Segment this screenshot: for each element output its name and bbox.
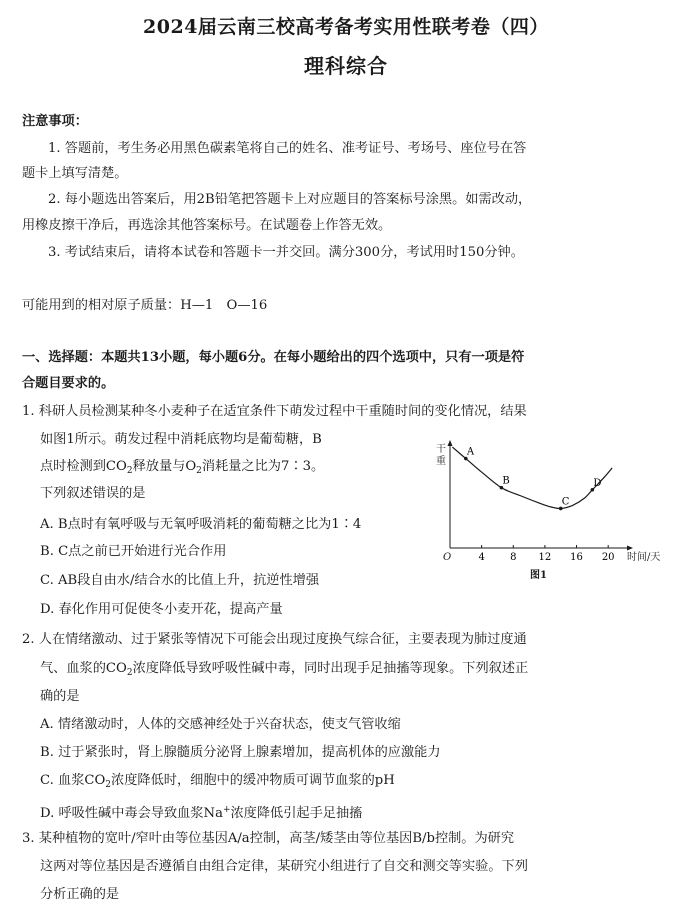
q1-option-c: C. AB段自由水/结合水的比值上升，抗逆性增强 — [40, 573, 320, 588]
exam-subtitle: 理科综合 — [304, 54, 388, 78]
y-axis-arrow — [448, 440, 453, 446]
q1-option-d: D. 春化作用可促使冬小麦开花，提高产量 — [40, 602, 283, 617]
q2-line2: 气、血浆的$CO_2$浓度降低导致呼吸性碱中毒，同时出现手足抽搐等现象。下列叙述正 — [40, 661, 529, 678]
figure-caption: 图1 — [530, 570, 547, 581]
notice-1b: 题卡上填写清楚。 — [22, 166, 128, 181]
y-axis-label-2: 重 — [436, 456, 446, 467]
point-label-d: D — [593, 477, 602, 489]
q3-line3: 分析正确的是 — [40, 887, 120, 902]
section1-line2: 合题目要求的。 — [22, 376, 115, 391]
notice-3: 3. 考试结束后，请将本试卷和答题卡一并交回。满分300分，考试用时150分钟。 — [48, 245, 524, 260]
x-tick-label: 4 — [478, 552, 485, 563]
x-tick-label: 8 — [510, 552, 517, 563]
point-label-a: A — [466, 446, 475, 458]
q2-option-b: B. 过于紧张时，肾上腺髓质分泌肾上腺素增加，提高机体的应激能力 — [40, 745, 441, 760]
origin-label: O — [443, 552, 452, 563]
q1-line1: 1. 科研人员检测某种冬小麦种子在适宜条件下萌发过程中干重随时间的变化情况，结果 — [22, 404, 527, 419]
section1-line1: 一、选择题：本题共13小题，每小题6分。在每小题给出的四个选项中，只有一项是符 — [22, 350, 525, 365]
atomic-mass: 可能用到的相对原子质量：H—1 O—16 — [22, 298, 268, 313]
x-axis-arrow — [627, 546, 633, 551]
notice-2a: 2. 每小题选出答案后，用2B铅笔把答题卡上对应题目的答案标号涂黑。如需改动， — [48, 192, 532, 207]
x-tick-label: 12 — [538, 552, 552, 563]
notice-heading: 注意事项： — [22, 114, 88, 129]
q1-option-b: B. C点之前已开始进行光合作用 — [40, 544, 227, 559]
q2-option-a: A. 情绪激动时，人体的交感神经处于兴奋状态，使支气管收缩 — [40, 717, 401, 732]
x-axis-label: 时间/天 — [627, 552, 661, 563]
q1-option-a: A. B点时有氧呼吸与无氧呼吸消耗的葡萄糖之比为1∶4 — [40, 517, 362, 532]
q2-option-c: C. 血浆$CO_2$浓度降低时，细胞中的缓冲物质可调节血浆的pH — [40, 773, 395, 790]
q2-option-d: D. 呼吸性碱中毒会导致血浆Na+浓度降低引起手足抽搐 — [40, 805, 363, 821]
figure-1-chart — [430, 438, 675, 586]
y-axis-label: 干 — [436, 444, 446, 455]
q2-line3: 确的是 — [40, 689, 80, 704]
x-tick-label: 16 — [570, 552, 583, 563]
point-label-b: B — [502, 475, 510, 487]
q1-line4: 下列叙述错误的是 — [40, 486, 146, 501]
q2-line1: 2. 人在情绪激动、过于紧张等情况下可能会出现过度换气综合征，主要表现为肺过度通 — [22, 632, 527, 647]
q3-line2: 这两对等位基因是否遵循自由组合定律，某研究小组进行了自交和测交等实验。下列 — [40, 859, 528, 874]
x-tick-label: 20 — [601, 552, 615, 563]
exam-title: 2024届云南三校高考备考实用性联考卷（四） — [143, 16, 549, 38]
notice-2b: 用橡皮擦干净后，再选涂其他答案标号。在试题卷上作答无效。 — [22, 218, 392, 233]
notice-1a: 1. 答题前，考生务必用黑色碳素笔将自己的姓名、准考证号、考场号、座位号在答 — [48, 141, 527, 156]
q1-line2: 如图1所示。萌发过程中消耗底物均是葡萄糖，B — [40, 432, 322, 447]
dry-weight-curve — [452, 447, 612, 508]
q3-line1: 3. 某种植物的宽叶/窄叶由等位基因A/a控制，高茎/矮茎由等位基因B/b控制。为研究 — [22, 831, 515, 846]
point-label-c: C — [561, 496, 570, 508]
q1-line3: 点时检测到$CO_2$释放量与$O_2$消耗量之比为7∶3。 — [40, 459, 325, 476]
